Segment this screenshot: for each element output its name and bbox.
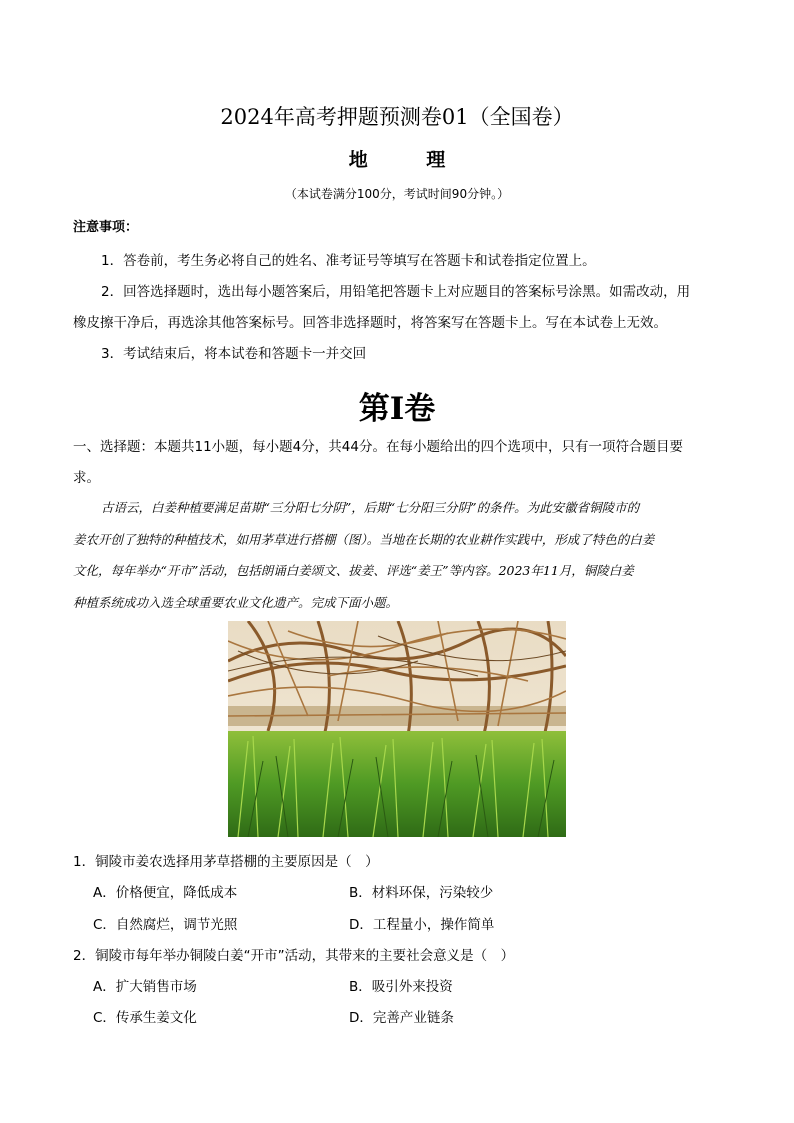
question-2-option-d: D．完善产业链条 [349, 1010, 454, 1026]
notice-heading: 注意事项： [73, 220, 139, 235]
section-instruction-cont: 求。 [73, 470, 100, 486]
ginger-shed-photo [228, 621, 566, 837]
passage-line-1: 古语云，白姜种植要满足苗期“三分阳七分阴”，后期“七分阳三分阴”的条件。为此安徽省铜陵市的 [101, 500, 640, 515]
question-2-stem: 2．铜陵市每年举办铜陵白姜“开市”活动，其带来的主要社会意义是（ ） [73, 948, 515, 964]
paper-title: 2024年高考押题预测卷01（全国卷） [220, 105, 574, 129]
notice-item-2: 2．回答选择题时，选出每小题答案后，用铅笔把答题卡上对应题目的答案标号涂黑。如需改动，用 [101, 284, 691, 300]
question-1-option-c: C．自然腐烂，调节光照 [93, 917, 238, 933]
notice-item-1: 1．答卷前，考生务必将自己的姓名、准考证号等填写在答题卡和试卷指定位置上。 [101, 253, 596, 269]
score-info: （本试卷满分100分，考试时间90分钟。） [284, 187, 510, 201]
passage-line-4: 种植系统成功入选全球重要农业文化遗产。完成下面小题。 [73, 595, 399, 610]
passage-line-2: 姜农开创了独特的种植技术，如用茅草进行搭棚（图）。当地在长期的农业耕作实践中，形成了特色的白姜 [73, 532, 655, 547]
question-2-option-a: A．扩大销售市场 [93, 979, 197, 995]
question-1-option-b: B．材料环保，污染较少 [349, 885, 494, 901]
notice-item-2-cont: 橡皮擦干净后，再选涂其他答案标号。回答非选择题时，将答案写在答题卡上。写在本试卷上无效。 [73, 315, 667, 331]
section-instruction: 一、选择题：本题共11小题，每小题4分，共44分。在每小题给出的四个选项中，只有一项符合题目要 [73, 439, 683, 455]
question-1-stem: 1．铜陵市姜农选择用茅草搭棚的主要原因是（ ） [73, 854, 379, 870]
question-2-option-c: C．传承生姜文化 [93, 1010, 197, 1026]
question-1-option-d: D．工程量小，操作简单 [349, 917, 495, 933]
question-1-option-a: A．价格便宜，降低成本 [93, 885, 238, 901]
notice-item-3: 3．考试结束后，将本试卷和答题卡一并交回 [101, 346, 367, 362]
volume-title: 第Ⅰ卷 [358, 391, 436, 427]
passage-line-3: 文化，每年举办“开市”活动，包括朗诵白姜颂文、拔姜、评选“姜王”等内容。2023年11月，铜陵白姜 [73, 563, 634, 578]
question-2-option-b: B．吸引外来投资 [349, 979, 453, 995]
subject-title: 地 理 [348, 149, 472, 171]
